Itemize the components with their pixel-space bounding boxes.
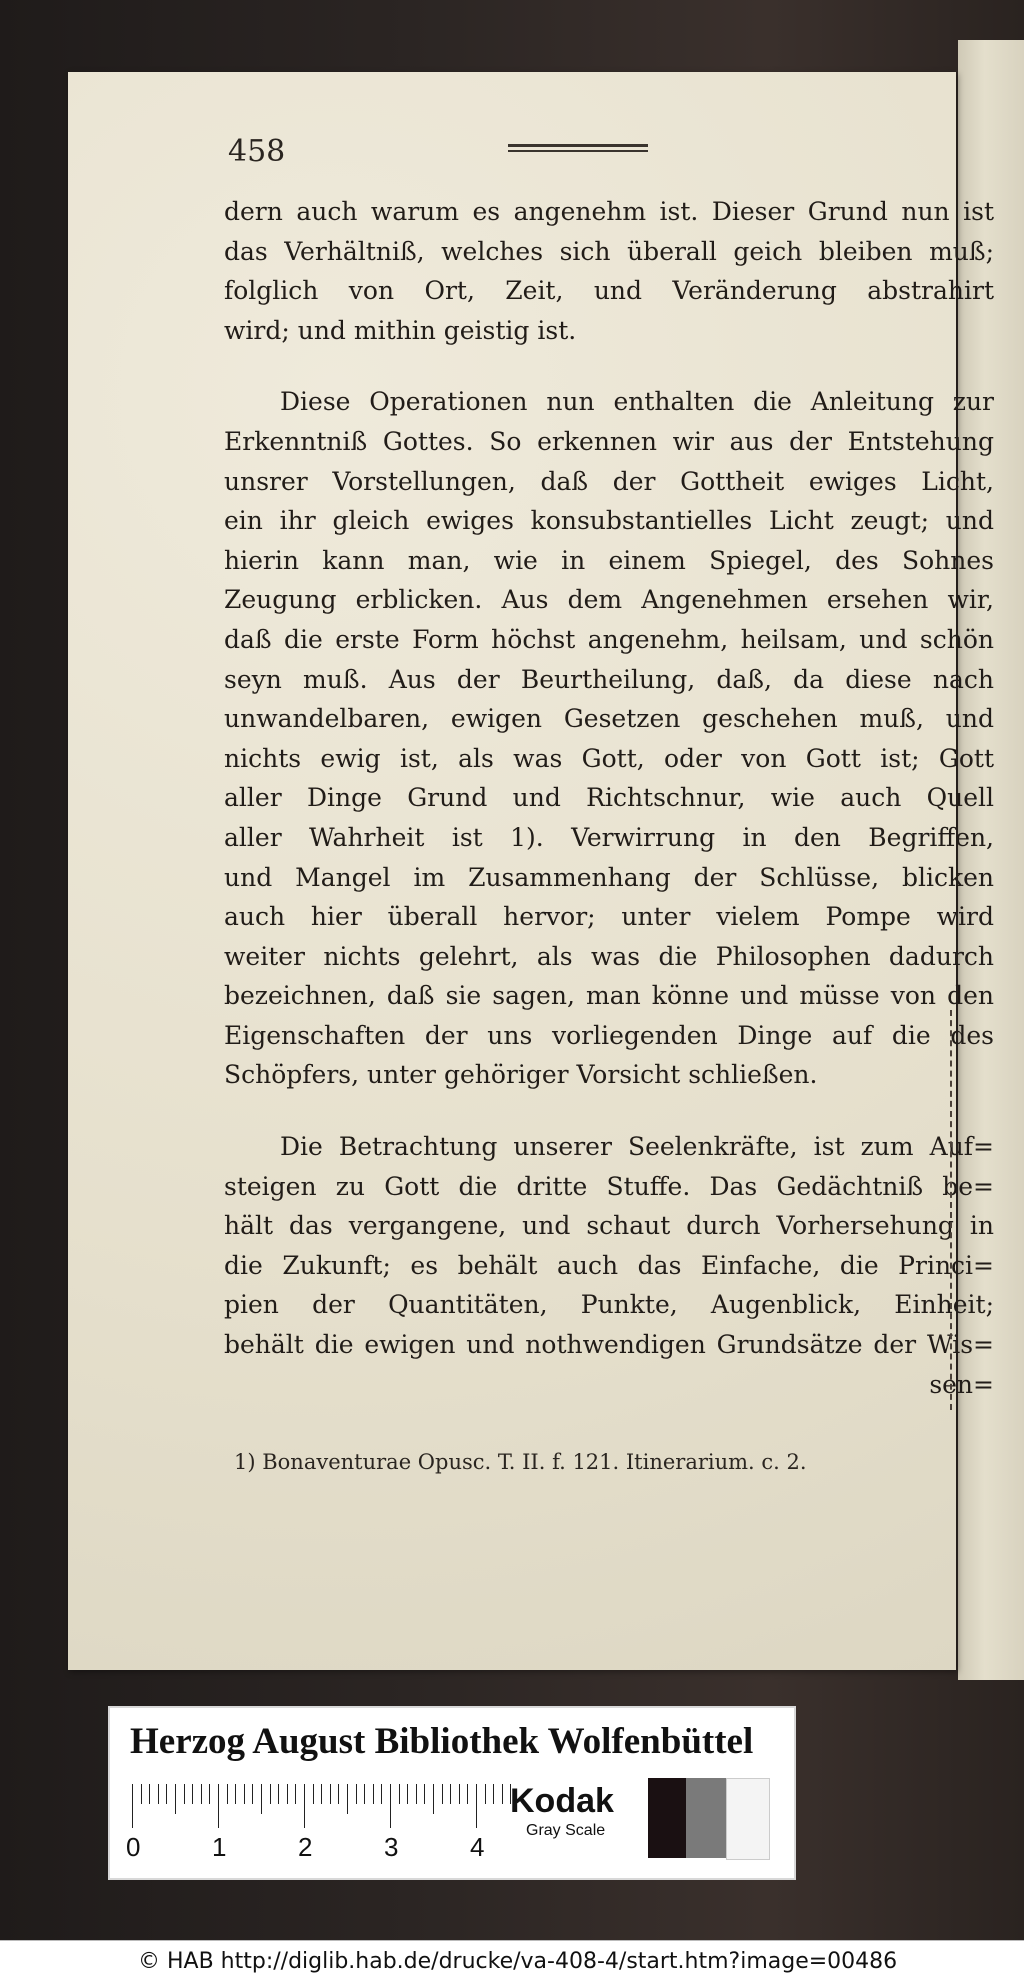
ruler-tick (158, 1784, 159, 1804)
gray-swatch (686, 1778, 726, 1858)
ruler-tick (261, 1784, 262, 1814)
ruler-tick (295, 1784, 296, 1804)
text-line: ein ihr gleich ewiges konsubstantielles Licht zeugt; und (224, 506, 994, 536)
ruler-tick (132, 1784, 133, 1828)
text-line: Eigenschaften der uns vorliegenden Dinge auf die des (224, 1020, 994, 1050)
library-name: Herzog August Bibliothek Wolfenbüttel (130, 1721, 754, 1762)
ruler-number: 3 (384, 1832, 399, 1862)
ruler-tick (442, 1784, 443, 1804)
text-line: seyn muß. Aus der Beurtheilung, daß, da diese nach (224, 664, 994, 694)
ruler-tick (493, 1784, 494, 1804)
ruler-tick (218, 1784, 219, 1828)
ruler-tick (416, 1784, 417, 1804)
ruler-tick (321, 1784, 322, 1804)
text-line: weiter nichts gelehrt, als was die Philosophen dadurch (224, 941, 994, 971)
page-edge-marks (950, 1010, 956, 1410)
text-line: unwandelbaren, ewigen Gesetzen geschehen muß, und (224, 704, 994, 734)
ruler-number: 2 (298, 1832, 313, 1862)
text-line: wird; und mithin geistig ist. (224, 315, 577, 345)
ruler-tick (149, 1784, 150, 1804)
header-rule-ornament (508, 144, 648, 154)
ruler-tick (313, 1784, 314, 1804)
ruler-tick (278, 1784, 279, 1804)
ruler-tick (467, 1784, 468, 1804)
ruler-tick (356, 1784, 357, 1804)
ruler-tick (407, 1784, 408, 1804)
ruler-tick (244, 1784, 245, 1804)
ruler-tick (235, 1784, 236, 1804)
text-line: auch hier überall hervor; unter vielem Pompe wird (224, 902, 994, 932)
ruler-tick (270, 1784, 271, 1804)
ruler-tick (209, 1784, 210, 1804)
copyright-url: © HAB http://diglib.hab.de/drucke/va-408-4/start.htm?image=00486 (138, 1949, 898, 1974)
ruler-tick (141, 1784, 142, 1804)
text-line: das Verhältniß, welches sich überall geich bleiben muß; (224, 236, 994, 266)
ruler-tick (433, 1784, 434, 1814)
paragraph-gap (224, 350, 994, 382)
text-line: Schöpfers, unter gehöriger Vorsicht schließen. (224, 1060, 818, 1090)
text-line: hierin kann man, wie in einem Spiegel, des Sohnes (224, 545, 994, 575)
text-line: unsrer Vorstellungen, daß der Gottheit ewiges Licht, (224, 466, 994, 496)
ruler-tick (364, 1784, 365, 1804)
text-line: und Mangel im Zusammenhang der Schlüsse, blicken (224, 862, 994, 892)
ruler-tick (338, 1784, 339, 1804)
book-page (68, 72, 994, 1670)
text-line: dern auch warum es angenehm ist. Dieser Grund nun ist (224, 197, 994, 226)
ruler-number: 0 (126, 1832, 141, 1862)
ruler-tick (347, 1784, 348, 1814)
text-line: daß die erste Form höchst angenehm, heilsam, und schön (224, 624, 994, 654)
ruler-tick (227, 1784, 228, 1804)
ruler-number: 1 (212, 1832, 227, 1862)
ruler-tick (381, 1784, 382, 1804)
measurement-ruler (126, 1784, 500, 1874)
ruler-tick (184, 1784, 185, 1804)
gray-swatch (648, 1778, 686, 1858)
text-line: Zeugung erblicken. Aus dem Angenehmen ersehen wir, (224, 585, 994, 615)
ruler-tick (166, 1784, 167, 1804)
ruler-tick (459, 1784, 460, 1804)
ruler-tick (175, 1784, 176, 1814)
text-line: folglich von Ort, Zeit, und Veränderung abstrahirt (224, 276, 994, 306)
text-line: nichts ewig ist, als was Gott, oder von Gott ist; Gott (224, 743, 994, 773)
footer-bar (0, 1940, 1024, 1981)
ruler-tick (399, 1784, 400, 1804)
gray-scale-label: Gray Scale (526, 1822, 606, 1839)
paragraph-gap (224, 1095, 994, 1127)
text-line: sen= (929, 1369, 994, 1399)
text-line: pien der Quantitäten, Punkte, Augenblick, Einheit; (224, 1290, 994, 1320)
ruler-tick (476, 1784, 477, 1828)
text-line: die Zukunft; es behält auch das Einfache, die Princi= (224, 1250, 994, 1280)
ruler-tick (502, 1784, 503, 1804)
ruler-tick (485, 1784, 486, 1804)
text-line: bezeichnen, daß sie sagen, man könne und müsse von den (224, 981, 994, 1011)
ruler-tick (424, 1784, 425, 1804)
text-line: aller Dinge Grund und Richtschnur, wie auch Quell (224, 783, 994, 813)
text-line: Die Betrachtung unserer Seelenkräfte, ist zum Auf= (280, 1132, 994, 1162)
ruler-tick (287, 1784, 288, 1804)
text-line: hält das vergangene, und schaut durch Vorhersehung in (224, 1211, 994, 1241)
body-text (224, 192, 994, 1404)
gray-swatch (726, 1778, 770, 1860)
ruler-tick (252, 1784, 253, 1804)
ruler-tick (304, 1784, 305, 1828)
kodak-logo: Kodak (510, 1782, 614, 1820)
color-calibration-card (108, 1706, 796, 1880)
ruler-tick (201, 1784, 202, 1804)
text-line: aller Wahrheit ist 1). Verwirrung in den Begriffen, (224, 822, 994, 852)
ruler-tick (450, 1784, 451, 1804)
ruler-tick (390, 1784, 391, 1828)
text-line: steigen zu Gott die dritte Stuffe. Das Gedächtniß be= (224, 1171, 994, 1201)
text-line: Diese Operationen nun enthalten die Anleitung zur (280, 387, 994, 417)
ruler-tick (330, 1784, 331, 1804)
ruler-number: 4 (470, 1832, 485, 1862)
page-number: 458 (228, 134, 286, 169)
ruler-tick (192, 1784, 193, 1804)
text-line: behält die ewigen und nothwendigen Grundsätze der Wis= (224, 1330, 994, 1360)
footnote: 1) Bonaventurae Opusc. T. II. f. 121. Itinerarium. c. 2. (234, 1450, 807, 1474)
text-line: Erkenntniß Gottes. So erkennen wir aus der Entstehung (224, 426, 994, 456)
ruler-tick (373, 1784, 374, 1804)
